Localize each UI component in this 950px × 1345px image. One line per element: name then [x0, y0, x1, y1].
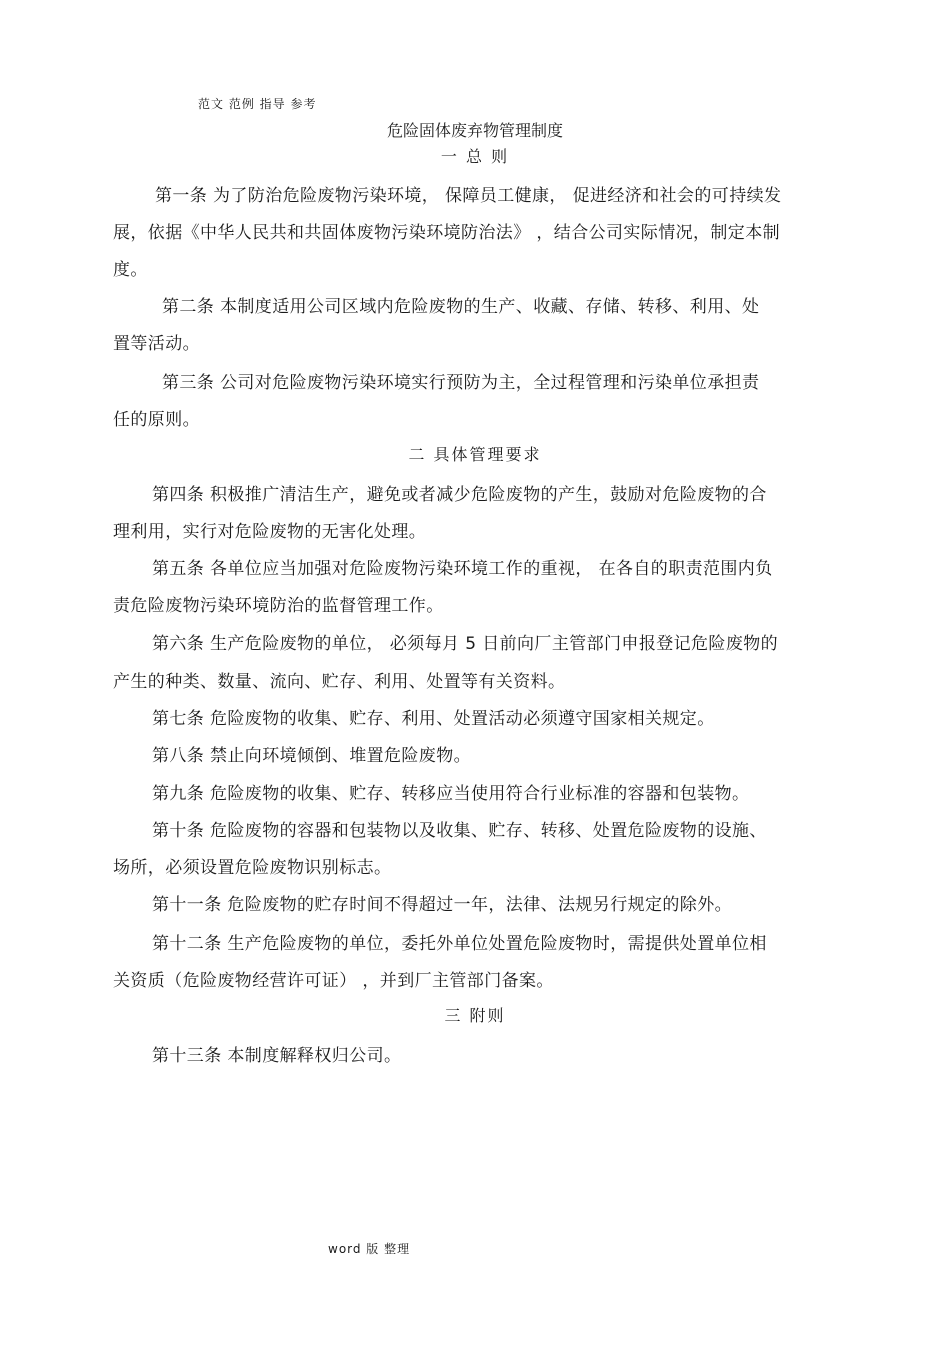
article-6-line-1: 第六条 生产危险废物的单位， 必须每月 5 日前向厂主管部门申报登记危险废物的	[152, 634, 779, 654]
article-9-line-1: 第九条 危险废物的收集、贮存、转移应当使用符合行业标准的容器和包装物。	[152, 784, 750, 804]
article-3-line-1: 第三条 公司对危险废物污染环境实行预防为主，全过程管理和污染单位承担责	[162, 373, 760, 393]
article-7-line-1: 第七条 危险废物的收集、贮存、利用、处置活动必须遵守国家相关规定。	[152, 709, 715, 729]
article-13-line-1: 第十三条 本制度解释权归公司。	[152, 1046, 402, 1066]
section-title-supplementary: 三 附则	[444, 1006, 506, 1025]
article-1-line-2: 展，依据《中华人民共和共固体废物污染环境防治法》 ，结合公司实际情况，制定本制	[113, 223, 781, 243]
article-3-line-2: 任的原则。	[113, 410, 200, 430]
article-10-line-1: 第十条 危险废物的容器和包装物以及收集、贮存、转移、处置危险废物的设施、	[152, 821, 767, 841]
header-note: 范文 范例 指导 参考	[198, 97, 317, 111]
section-title-general: 一 总 则	[440, 147, 510, 166]
article-8-line-1: 第八条 禁止向环境倾倒、堆置危险废物。	[152, 746, 472, 766]
article-1-line-1: 第一条 为了防治危险废物污染环境， 保障员工健康， 促进经济和社会的可持续发	[155, 186, 782, 206]
article-5-line-2: 责危险废物污染环境防治的监督管理工作。	[113, 596, 444, 616]
article-10-line-2: 场所，必须设置危险废物识别标志。	[113, 858, 392, 878]
article-6-line-2: 产生的种类、数量、流向、贮存、利用、处置等有关资料。	[113, 672, 566, 692]
footer-note: word 版 整理	[328, 1242, 411, 1256]
article-2-line-2: 置等活动。	[113, 334, 200, 354]
document-title: 危险固体废弃物管理制度	[386, 121, 563, 140]
article-4-line-2: 理利用，实行对危险废物的无害化处理。	[113, 522, 427, 542]
article-5-line-1: 第五条 各单位应当加强对危险废物污染环境工作的重视， 在各自的职责范围内负	[152, 559, 773, 579]
article-12-line-2: 关资质（危险废物经营许可证） ，并到厂主管部门备案。	[113, 971, 554, 991]
article-4-line-1: 第四条 积极推广清洁生产，避免或者减少危险废物的产生，鼓励对危险废物的合	[152, 485, 767, 505]
article-2-line-1: 第二条 本制度适用公司区域内危险废物的生产、收藏、存储、转移、利用、处	[162, 297, 760, 317]
article-1-line-3: 度。	[113, 260, 148, 280]
article-11-line-1: 第十一条 危险废物的贮存时间不得超过一年，法律、法规另行规定的除外。	[152, 895, 733, 915]
article-12-line-1: 第十二条 生产危险废物的单位，委托外单位处置危险废物时，需提供处置单位相	[152, 934, 767, 954]
section-title-requirements: 二 具体管理要求	[408, 445, 542, 464]
